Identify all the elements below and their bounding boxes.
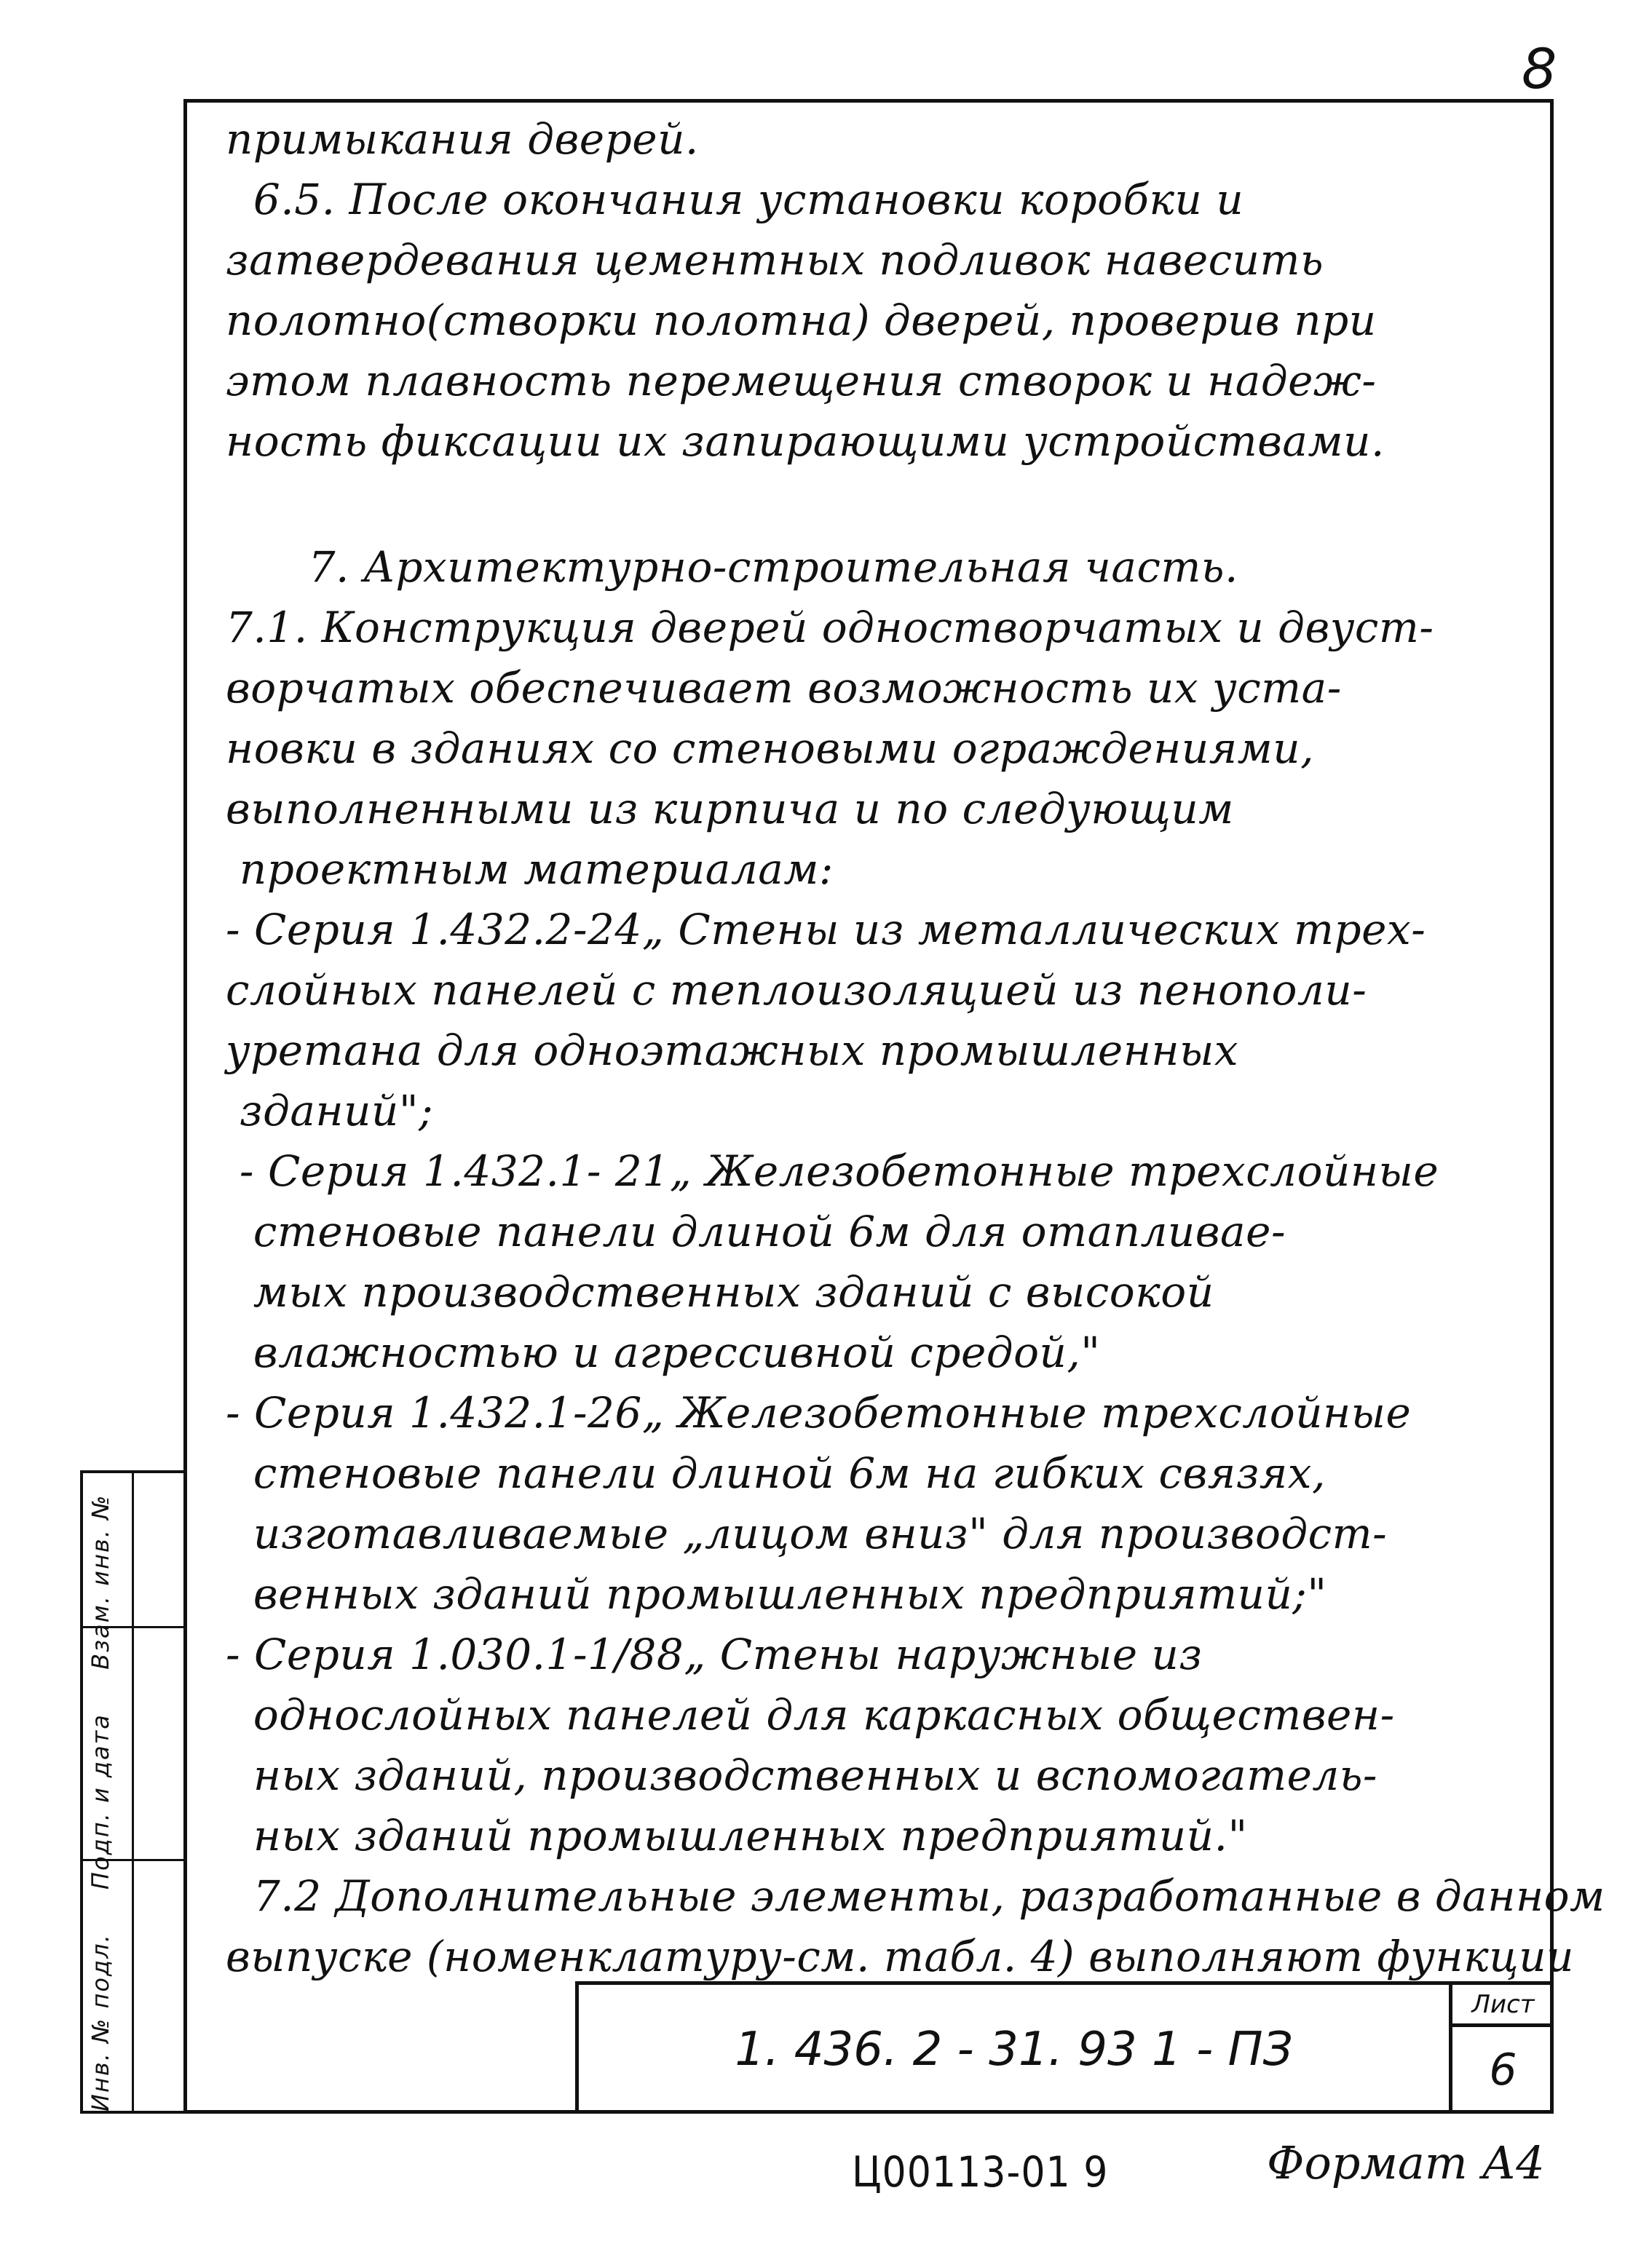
paper-format: Формат А4 (1267, 2136, 1545, 2189)
stamp-label-replace: Взам. инв. № (87, 1494, 114, 1670)
body-line: ность фиксации их запирающими устройствами. (226, 416, 1385, 466)
body-line: венных зданий промышленных предприятий;" (226, 1569, 1327, 1619)
sheet-cell (1449, 1985, 1554, 2114)
side-approval-stamp (80, 1470, 183, 2114)
handwritten-body-text (226, 109, 1605, 1987)
body-line: - Серия 1.432.2-24„ Стены из металлических трех- (226, 905, 1426, 954)
document-code: 1. 436. 2 - 31. 93 1 - ПЗ (735, 2022, 1293, 2077)
body-line: стеновые панели длиной 6м для отапливае- (226, 1207, 1286, 1256)
title-block (575, 1981, 1554, 2114)
body-line: слойных панелей с теплоизоляцией из пенопoли- (226, 965, 1367, 1015)
body-line: затвердевания цементных подливок навесить (226, 235, 1324, 285)
page-number: 8 (1522, 36, 1557, 101)
body-line: - Серия 1.432.1-26„ Железобетонные трехслойные (226, 1388, 1412, 1438)
body-line: однослойных панелей для каркасных обществен- (226, 1690, 1395, 1740)
sheet-label: Лист (1452, 1985, 1554, 2027)
stamp-labels (87, 1478, 130, 2112)
body-line: 7. Архитектурно-строительная часть. (226, 542, 1238, 592)
body-line: новки в зданиях со стеновыми ограждениями, (226, 723, 1315, 773)
body-line: примыкания дверей. (226, 114, 699, 164)
body-line: 6.5. После окончания установки коробки и (226, 175, 1244, 224)
body-line: влажностью и агрессивной средой," (226, 1328, 1101, 1377)
stamp-label-sign: Подп. и дата (87, 1713, 114, 1890)
body-line: уретана для одноэтажных промышленных (226, 1026, 1239, 1075)
body-line: выпуске (номенклатуру-см. табл. 4) выполняют функции (226, 1932, 1574, 1981)
body-line: ворчатых обеспечивает возможность их уста- (226, 663, 1342, 713)
body-line (226, 472, 1543, 537)
body-line: проектным материалам: (226, 844, 834, 894)
stamp-row-divider (134, 1626, 186, 1628)
body-line: стеновые панели длиной 6м на гибких связях, (226, 1448, 1326, 1498)
sheet-number: 6 (1489, 2045, 1517, 2095)
body-line: ных зданий промышленных предприятий." (226, 1811, 1248, 1860)
body-line: - Серия 1.030.1-1/88„ Стены наружные из (226, 1630, 1203, 1679)
stamp-column-right (134, 1473, 186, 2111)
stamp-label-inv: Инв. № подл. (87, 1933, 114, 2112)
body-line: мых производственных зданий с высокой (226, 1267, 1214, 1317)
body-line: ных зданий, производственных и вспомогатель- (226, 1750, 1378, 1800)
body-line: зданий"; (226, 1086, 434, 1135)
body-line: 7.2 Дополнительные элементы, разработанные в данном (226, 1871, 1605, 1921)
body-line: выполненными из кирпича и по следующим (226, 784, 1234, 833)
body-line: полотно(створки полотна) дверей, проверив при (226, 296, 1377, 345)
body-line: - Серия 1.432.1- 21„ Железобетонные трехслойные (226, 1146, 1439, 1196)
body-line: 7.1. Конструкция дверей одностворчатых и двуст- (226, 603, 1434, 652)
body-line: изготавливаемые „лицом вниз" для производст- (226, 1509, 1388, 1558)
body-line: этом плавность перемещения створок и надеж- (226, 356, 1377, 405)
archive-code: Ц00113-01 9 (852, 2147, 1109, 2197)
stamp-row-divider (134, 1859, 186, 1861)
